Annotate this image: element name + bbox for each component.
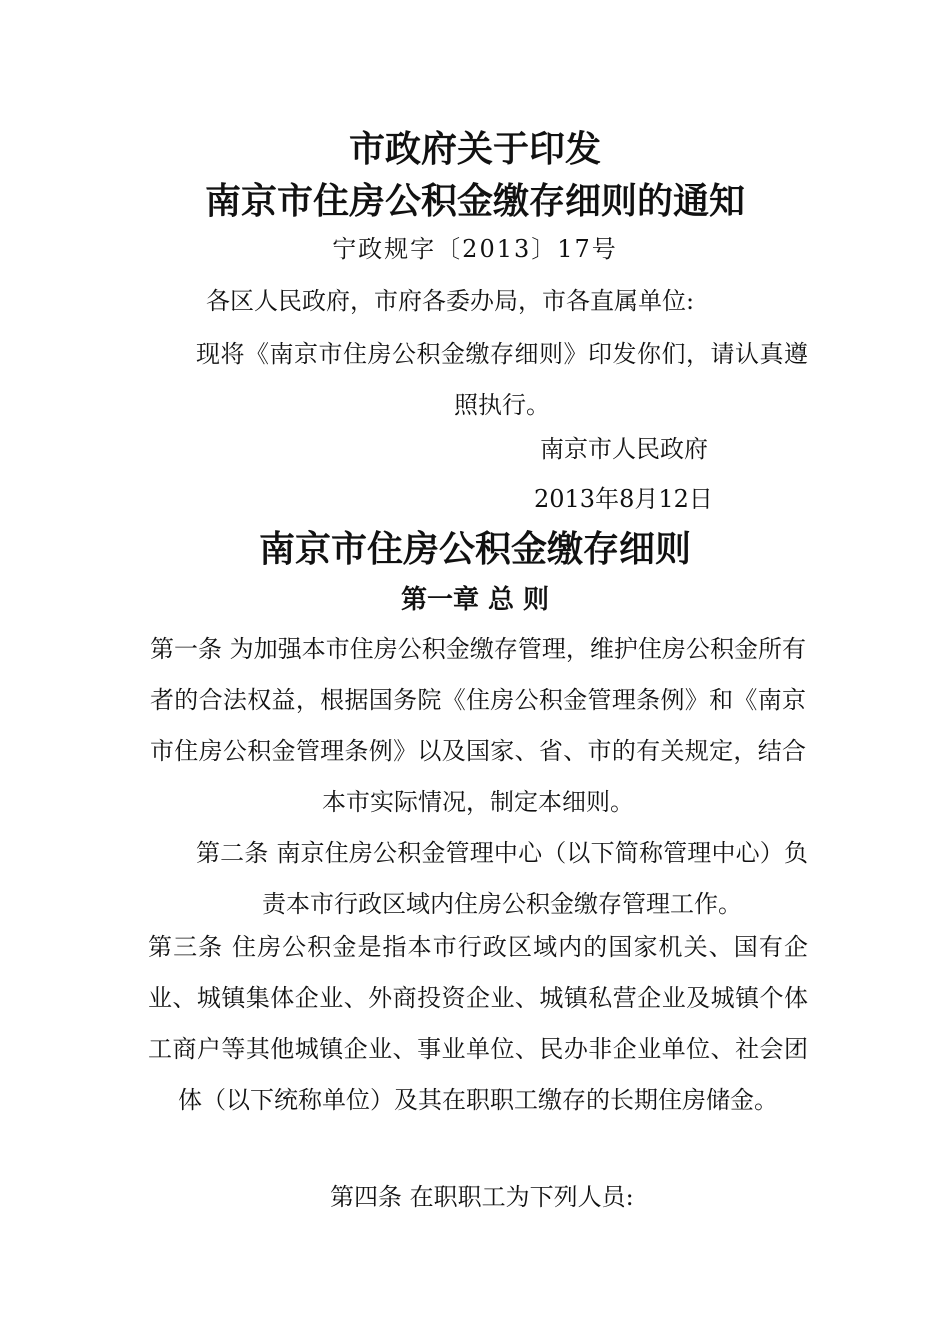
signer: 南京市人民政府 (540, 435, 708, 463)
rules-title: 南京市住房公积金缴存细则 (258, 529, 691, 570)
article-3: 第三条 住房公积金是指本市行政区域内的国家机关、国有企业、城镇集体企业、外商投资企业、城镇私营企业及城镇个体工商户等其他城镇企业、事业单位、民办非企业单位、社会团体（以下统称单位）及其在职职工缴存的长期住房储金。 (148, 933, 808, 1114)
document-number: 宁政规字〔2013〕17号 (332, 235, 618, 263)
notice-title-line1: 市政府关于印发 (348, 129, 601, 170)
notice-body: 现将《南京市住房公积金缴存细则》印发你们，请认真遵照执行。 (196, 340, 808, 419)
chapter-heading: 第一章 总 则 (400, 585, 550, 615)
article-2: 第二条 南京住房公积金管理中心（以下简称管理中心）负责本市行政区域内住房公积金缴存管理工作。 (196, 839, 808, 918)
notice-title-line2: 南京市住房公积金缴存细则的通知 (204, 181, 745, 222)
article-4: 第四条 在职职工为下列人员: (330, 1183, 634, 1211)
addressee: 各区人民政府，市府各委办局，市各直属单位: (206, 287, 695, 315)
article-1: 第一条 为加强本市住房公积金缴存管理，维护住房公积金所有者的合法权益，根据国务院《住房公积金管理条例》和《南京市住房公积金管理条例》以及国家、省、市的有关规定，结合本市实际情况，制定本细则。 (150, 635, 806, 816)
issue-date: 2013年8月12日 (534, 485, 713, 513)
